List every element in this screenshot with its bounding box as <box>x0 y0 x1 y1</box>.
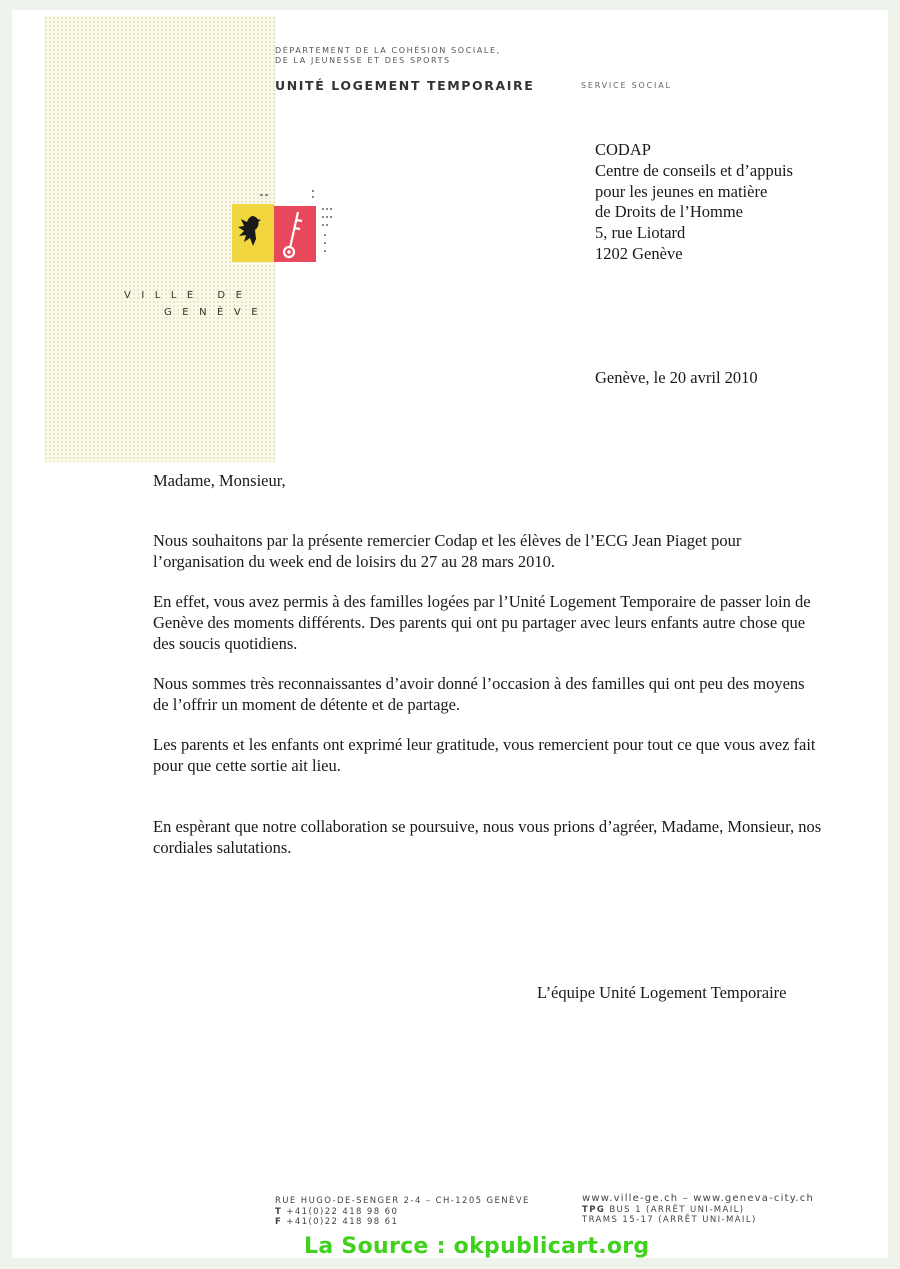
recipient-line: pour les jeunes en matière <box>595 181 768 201</box>
salutation: Madame, Monsieur, <box>153 471 286 490</box>
footer-contact <box>275 1196 530 1228</box>
recipient-line: 5, rue Liotard <box>595 223 686 243</box>
city-line-2: GENÈVE <box>164 307 269 318</box>
body-paragraph: Les parents et les enfants ont exprimé leur gratitude, vous remercient pour tout ce que vous avez fait pour que cette sortie ait lieu. <box>153 735 816 775</box>
footer-tel: +41(0)22 418 98 60 <box>286 1206 399 1217</box>
tpg-label: TPG <box>582 1204 606 1215</box>
city-line-1: VILLE DE <box>124 290 253 301</box>
footer-transport <box>582 1194 814 1226</box>
footer-tpg: BUS 1 (ARRÊT UNI-MAIL) <box>609 1204 745 1215</box>
footer-trams: TRAMS 15-17 (ARRÊT UNI-MAIL) <box>582 1215 757 1225</box>
closing-paragraph: En espèrant que notre collaboration se poursuive, nous vous prions d’agréer, Madame, Monsieur, nos cordiales salutations. <box>153 817 822 857</box>
signature: L’équipe Unité Logement Temporaire <box>537 983 787 1002</box>
department-name <box>275 46 501 66</box>
geneva-crest-icon <box>230 186 340 266</box>
source-watermark: La Source : okpublicart.org <box>304 1234 650 1259</box>
recipient-line: Centre de conseils et d’appuis <box>595 160 793 180</box>
letter-page <box>12 10 888 1258</box>
unit-name: UNITÉ LOGEMENT TEMPORAIRE <box>275 78 535 93</box>
letter-body <box>153 530 823 858</box>
fax-label: F <box>275 1217 283 1227</box>
recipient-address <box>595 140 793 265</box>
recipient-line: de Droits de l’Homme <box>595 202 744 222</box>
body-paragraph: Nous sommes très reconnaissantes d’avoir donné l’occasion à des familles qui ont peu des moyens de l’offrir un moment de détente et de partage. <box>153 674 805 714</box>
footer-address: RUE HUGO-DE-SENGER 2-4 – CH-1205 GENÈVE <box>275 1196 530 1206</box>
recipient-line: 1202 Genève <box>595 243 683 263</box>
letter-date: Genève, le 20 avril 2010 <box>595 368 758 387</box>
tel-label: T <box>275 1206 283 1217</box>
department-line-1: DÉPARTEMENT DE LA COHÉSION SOCIALE, <box>275 46 501 55</box>
city-wordmark <box>124 287 268 321</box>
footer-websites: www.ville-ge.ch – www.geneva-city.ch <box>582 1193 815 1204</box>
footer-fax: +41(0)22 418 98 61 <box>286 1217 399 1227</box>
recipient-line: CODAP <box>595 140 651 159</box>
body-paragraph: En effet, vous avez permis à des familles logées par l’Unité Logement Temporaire de passer loin de Genève des moments différents. Des parents qui ont pu partager avec leurs enfants autre chose que des soucis quotidiens. <box>153 592 811 653</box>
department-line-2: DE LA JEUNESSE ET DES SPORTS <box>275 56 451 65</box>
service-name: SERVICE SOCIAL <box>581 81 672 90</box>
body-paragraph: Nous souhaitons par la présente remercier Codap et les élèves de l’ECG Jean Piaget pour l’organisation du week end de loisirs du 27 au 28 mars 2010. <box>153 531 742 571</box>
